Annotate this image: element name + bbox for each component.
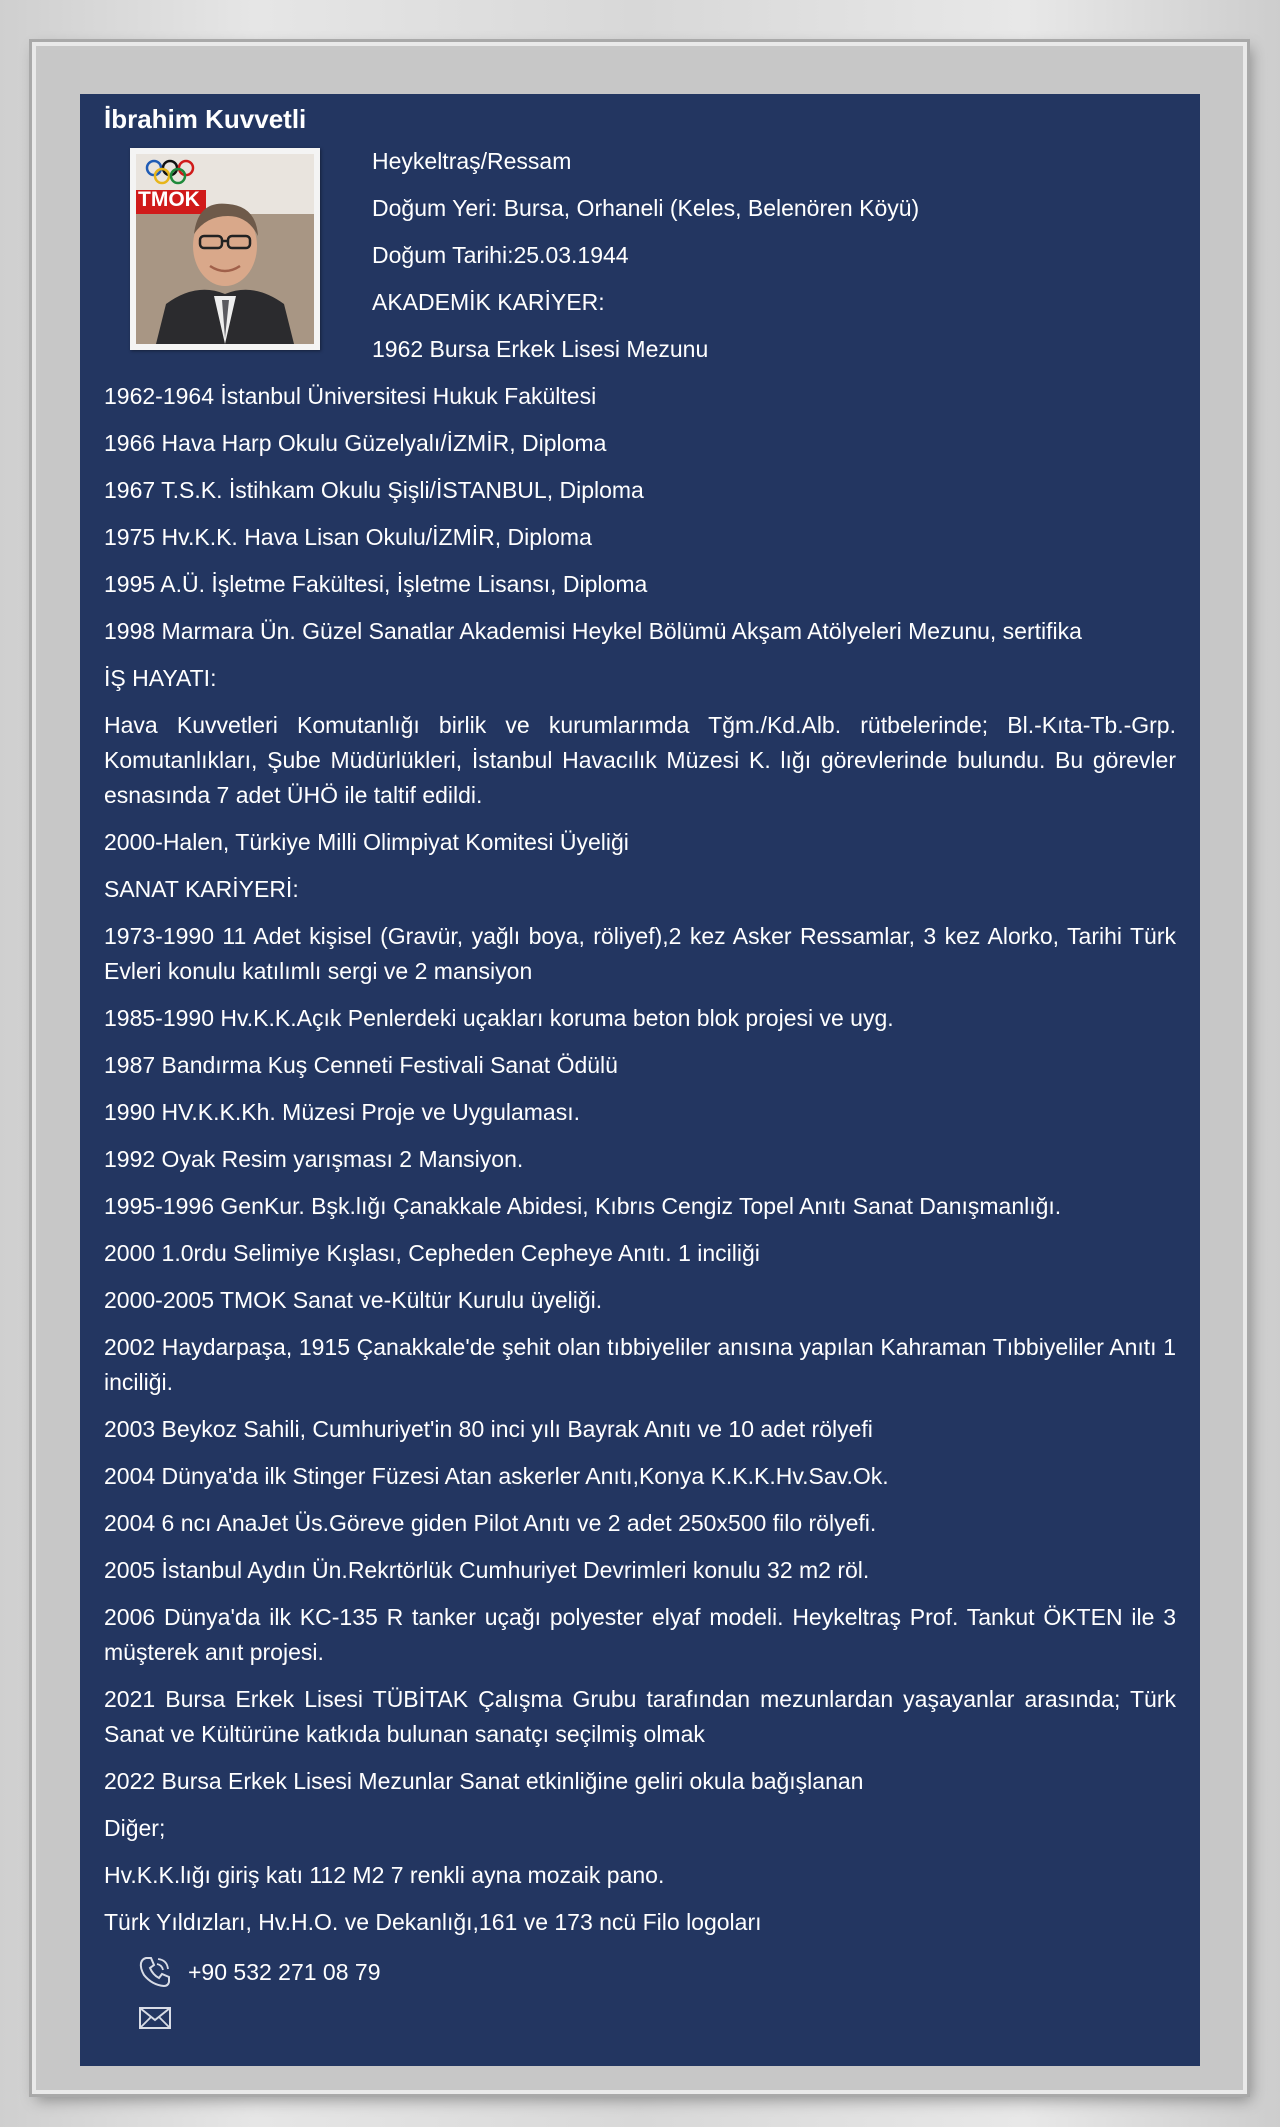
intro-line: Doğum Yeri: Bursa, Orhaneli (Keles, Belenören Köyü): [372, 195, 920, 221]
bio-entry: 1995 A.Ü. İşletme Fakültesi, İşletme Lisansı, Diploma: [104, 571, 648, 597]
bio-entry: 2006 Dünya'da ilk KC-135 R tanker uçağı polyester elyaf modeli. Heykeltraş Prof. Tankut ÖKTEN ile 3 müşterek anıt projesi.: [104, 1604, 1176, 1665]
bio-entry: 2003 Beykoz Sahili, Cumhuriyet'in 80 inci yılı Bayrak Anıtı ve 10 adet rölyefi: [104, 1416, 873, 1442]
bio-entry: 2004 6 ncı AnaJet Üs.Göreve giden Pilot Anıtı ve 2 adet 250x500 filo rölyefi.: [104, 1510, 877, 1536]
portrait-image: [136, 154, 314, 344]
mail-icon[interactable]: [138, 2005, 172, 2031]
bio-entry: Türk Yıldızları, Hv.H.O. ve Dekanlığı,161 ve 173 ncü Filo logoları: [104, 1909, 762, 1935]
bio-entry: 2000 1.0rdu Selimiye Kışlası, Cepheden Cepheye Anıtı. 1 inciliği: [104, 1240, 760, 1266]
bio-entry: 1985-1990 Hv.K.K.Açık Penlerdeki uçakları koruma beton blok projesi ve uyg.: [104, 1005, 894, 1031]
bio-entry: Hv.K.K.lığı giriş katı 112 M2 7 renkli ayna mozaik pano.: [104, 1862, 665, 1888]
biography-panel: [80, 94, 1200, 2066]
bio-entry: 2022 Bursa Erkek Lisesi Mezunlar Sanat etkinliğine geliri okula bağışlanan: [104, 1768, 864, 1794]
bio-entry: 1962-1964 İstanbul Üniversitesi Hukuk Fakültesi: [104, 383, 597, 409]
bio-entry: 1973-1990 11 Adet kişisel (Gravür, yağlı boya, röliyef),2 kez Asker Ressamlar, 3 kez Alorko, Tarihi Türk Evleri konulu katılımlı sergi ve 2 mansiyon: [104, 923, 1176, 984]
intro-line: Heykeltraş/Ressam: [372, 148, 572, 174]
section-heading: SANAT KARİYERİ:: [104, 876, 299, 902]
mail-contact[interactable]: [138, 1998, 1176, 2038]
bio-entry: 1966 Hava Harp Okulu Güzelyalı/İZMİR, Diploma: [104, 430, 607, 456]
phone-number[interactable]: +90 532 271 08 79: [188, 1958, 381, 1985]
portrait-photo: [130, 148, 320, 350]
bio-entry: Hava Kuvvetleri Komutanlığı birlik ve kurumlarımda Tğm./Kd.Alb. rütbelerinde; Bl.-Kıta-Tb.-Grp. Komutanlıkları, Şube Müdürlükleri, İstanbul Havacılık Müzesi K. lığı görevlerinde bulundu. Bu görevler esnasında 7 adet ÜHÖ ile taltif edildi.: [104, 712, 1176, 808]
bio-entry: 2021 Bursa Erkek Lisesi TÜBİTAK Çalışma Grubu tarafından mezunlardan yaşayanlar arasında; Türk Sanat ve Kültürüne katkıda bulunan sanatçı seçilmiş olmak: [104, 1686, 1176, 1747]
biography-entries: [104, 379, 1176, 1940]
bio-entry: 2002 Haydarpaşa, 1915 Çanakkale'de şehit olan tıbbiyeliler anısına yapılan Kahraman Tıbbiyeliler Anıtı 1 inciliği.: [104, 1334, 1176, 1395]
section-heading: Diğer;: [104, 1815, 166, 1841]
bio-entry: 1995-1996 GenKur. Bşk.lığı Çanakkale Abidesi, Kıbrıs Cengiz Topel Anıtı Sanat Danışmanlığı.: [104, 1193, 1062, 1219]
bio-entry: 1992 Oyak Resim yarışması 2 Mansiyon.: [104, 1146, 524, 1172]
phone-contact[interactable]: [138, 1952, 1176, 1992]
bio-entry: 1975 Hv.K.K. Hava Lisan Okulu/İZMİR, Diploma: [104, 524, 592, 550]
intro-line: AKADEMİK KARİYER:: [372, 289, 605, 315]
intro-line: 1962 Bursa Erkek Lisesi Mezunu: [372, 336, 709, 362]
bio-entry: 1998 Marmara Ün. Güzel Sanatlar Akademisi Heykel Bölümü Akşam Atölyeleri Mezunu, sertifika: [104, 618, 1082, 644]
bio-entry: 2005 İstanbul Aydın Ün.Rekrtörlük Cumhuriyet Devrimleri konulu 32 m2 röl.: [104, 1557, 870, 1583]
phone-icon: [138, 1955, 172, 1989]
section-heading: İŞ HAYATI:: [104, 665, 217, 691]
bio-entry: 2004 Dünya'da ilk Stinger Füzesi Atan askerler Anıtı,Konya K.K.K.Hv.Sav.Ok.: [104, 1463, 889, 1489]
bio-entry: 1987 Bandırma Kuş Cenneti Festivali Sanat Ödülü: [104, 1052, 618, 1078]
bio-entry: 2000-2005 TMOK Sanat ve-Kültür Kurulu üyeliği.: [104, 1287, 603, 1313]
bio-entry: 1990 HV.K.K.Kh. Müzesi Proje ve Uygulaması.: [104, 1099, 580, 1125]
bio-entry: 1967 T.S.K. İstihkam Okulu Şişli/İSTANBUL, Diploma: [104, 477, 644, 503]
artist-name: İbrahim Kuvvetli: [104, 104, 307, 134]
portrait-illustration: [136, 154, 314, 344]
bio-entry: 2000-Halen, Türkiye Milli Olimpiyat Komitesi Üyeliği: [104, 829, 629, 855]
intro-line: Doğum Tarihi:25.03.1944: [372, 242, 629, 268]
photo-banner-text: TMOK: [138, 188, 200, 211]
